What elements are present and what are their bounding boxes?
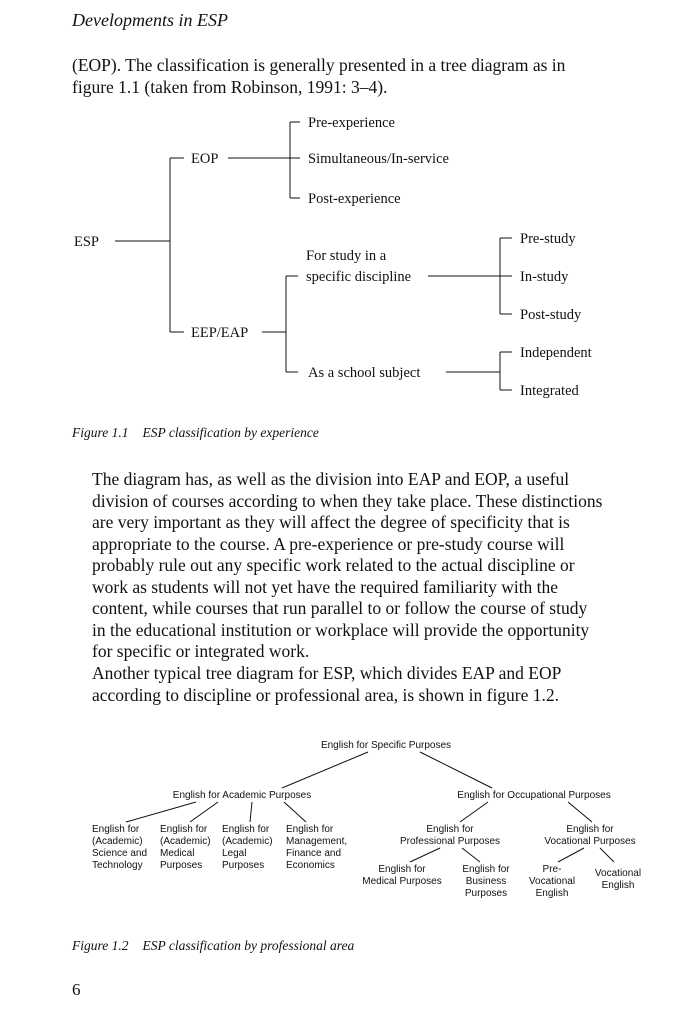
label-line: English xyxy=(535,888,569,899)
node-independent: Independent xyxy=(520,345,592,361)
node-for-study-line2: specific discipline xyxy=(306,269,412,285)
label-line: Medical xyxy=(160,848,195,859)
connector xyxy=(460,802,488,822)
node-business-purposes xyxy=(462,864,510,899)
figure-1-tree-diagram xyxy=(0,100,676,420)
eap-child-science xyxy=(92,824,147,871)
body-paragraph-1 xyxy=(72,469,650,663)
connector xyxy=(282,752,368,788)
label-line: Vocational Purposes xyxy=(544,836,636,847)
label-line: Economics xyxy=(286,860,335,871)
node-esp-root: English for Specific Purposes xyxy=(320,740,452,751)
node-school-subject: As a school subject xyxy=(308,365,421,381)
label-line: Purposes xyxy=(464,888,508,899)
text-line: division of courses according to when they take place. These distinctions xyxy=(92,490,603,511)
text-line: figure 1.1 (taken from Robinson, 1991: 3–4). xyxy=(72,76,388,97)
label-line: English for xyxy=(160,824,208,835)
eap-child-medical xyxy=(160,824,211,871)
node-professional-purposes xyxy=(400,824,500,847)
label-line: English for xyxy=(286,824,334,835)
figure-2-tree-diagram xyxy=(0,730,676,910)
caption-text: ESP classification by experience xyxy=(142,425,319,440)
label-line: Finance and xyxy=(286,848,342,859)
node-esp: ESP xyxy=(74,234,99,250)
label-line: Business xyxy=(465,876,507,887)
label-line: Management, xyxy=(286,836,348,847)
connector xyxy=(250,802,252,822)
caption-number: Figure 1.1 xyxy=(72,425,129,440)
node-eep-eap: EEP/EAP xyxy=(191,325,249,341)
node-eap: English for Academic Purposes xyxy=(172,790,312,801)
connector xyxy=(126,802,196,822)
connector xyxy=(462,848,480,862)
label-line: Science and xyxy=(92,848,148,859)
connector xyxy=(420,752,492,788)
connector xyxy=(568,802,592,822)
caption-text: ESP classification by professional area xyxy=(142,938,355,953)
node-vocational-english xyxy=(595,868,641,891)
text-line: (EOP). The classification is generally presented in a tree diagram as in xyxy=(72,55,566,75)
text-line: probably rule out any specific work related to the actual discipline or xyxy=(92,555,575,575)
text-line: content, while courses that run parallel to or follow the course of study xyxy=(92,598,588,618)
node-simultaneous: Simultaneous/In-service xyxy=(308,151,449,167)
label-line: English for xyxy=(222,824,270,835)
node-vocational-purposes xyxy=(544,824,635,847)
text-line: for specific or integrated work. xyxy=(92,641,310,661)
connector xyxy=(410,848,440,862)
running-header: Developments in ESP xyxy=(72,10,228,30)
label-line: English for xyxy=(92,824,140,835)
node-medical-purposes xyxy=(362,864,441,887)
label-line: Purposes xyxy=(160,860,203,871)
connector xyxy=(190,802,218,822)
label-line: Technology xyxy=(92,860,143,871)
caption-number: Figure 1.2 xyxy=(72,938,129,953)
page-number: 6 xyxy=(72,980,81,999)
label-line: English for xyxy=(566,824,614,835)
label-line: Purposes xyxy=(222,860,265,871)
label-line: Vocational xyxy=(528,876,576,887)
node-pre-vocational-english xyxy=(529,864,575,899)
node-in-study: In-study xyxy=(520,269,569,285)
text-line: appropriate to the course. A pre-experience or pre-study course will xyxy=(92,533,565,554)
label-line: English for xyxy=(426,824,474,835)
node-integrated: Integrated xyxy=(520,383,579,399)
body-paragraph-2 xyxy=(72,663,650,706)
text-line: according to discipline or professional area, is shown in figure 1.2. xyxy=(92,684,560,705)
label-line: (Academic) xyxy=(92,836,143,847)
label-line: Vocational xyxy=(594,868,642,879)
text-line: Another typical tree diagram for ESP, which divides EAP and EOP xyxy=(92,663,562,683)
label-line: (Academic) xyxy=(160,836,211,847)
node-for-study-line1: For study in a xyxy=(306,248,387,264)
figure-1-caption xyxy=(72,425,319,441)
node-pre-study: Pre-study xyxy=(520,231,576,247)
label-line: Legal xyxy=(222,848,247,859)
node-eop: EOP xyxy=(191,151,219,167)
eap-child-management xyxy=(286,824,347,871)
text-line: are very important as they will affect the degree of specificity that is xyxy=(92,512,570,532)
connector xyxy=(558,848,584,862)
node-post-study: Post-study xyxy=(520,307,582,323)
intro-paragraph xyxy=(72,55,650,98)
connector xyxy=(600,848,614,862)
label-line: English for xyxy=(378,864,426,875)
label-line: Pre- xyxy=(542,864,562,875)
text-line: work as students will not yet have the required familiarity with the xyxy=(92,576,559,597)
figure-2-caption xyxy=(72,938,354,954)
eap-child-legal xyxy=(222,824,273,871)
connector xyxy=(284,802,306,822)
node-post-experience: Post-experience xyxy=(308,191,401,207)
node-eop: English for Occupational Purposes xyxy=(457,790,611,801)
label-line: Professional Purposes xyxy=(399,836,501,847)
label-line: English xyxy=(601,880,635,891)
node-pre-experience: Pre-experience xyxy=(308,115,395,131)
text-line: in the educational institution or workplace will provide the opportunity xyxy=(92,619,590,640)
label-line: (Academic) xyxy=(222,836,273,847)
text-line: The diagram has, as well as the division into EAP and EOP, a useful xyxy=(92,469,570,489)
label-line: Medical Purposes xyxy=(362,876,442,887)
label-line: English for xyxy=(462,864,510,875)
